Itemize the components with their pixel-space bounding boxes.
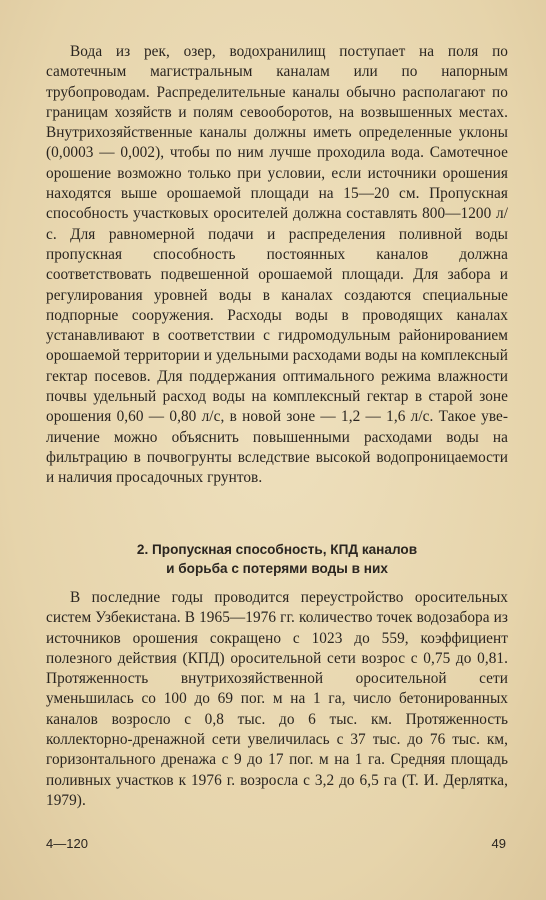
body-paragraph-1: Вода из рек, озер, водохранилищ поступает на поля по самотечным магистральным каналам или по напорным трубопроводам. Распределительные каналы обычно располагают по границам хозяйств и полям севооборотов, на возвышенных местах. Внутрихозяйственные каналы должны иметь определенные уклоны (0,0003 — 0,002), чтобы по ним лучше проходила вода. Самотечное орошение возможно только при условии, если источники орошения находятся выше орошаемой площади на 15—20 см. Пропускная способность участковых оросителей должна составлять 800—1200 л/с. Для равномерной подачи и распределения поливной воды пропускная способность постоянных каналов должна соответствовать подвешенной орошаемой площади. Для забора и регулирования уровней воды в каналах создаются специальные подпорные сооружения. Расходы воды в проводящих каналах устанавливают в соответствии с гидромодульным районированием орошаемой территории и удельными расходами воды на комплексный гектар посевов. Для поддержания оптимального режима влажности почвы удельный расход воды на комплексный гектар в старой зоне орошения 0,60 — 0,80 л/с, в новой зоне — 1,2 — 1,6 л/с. Такое увеличение можно объяснить повышенными расходами воды на фильтрацию в почвогрунты вследствие высокой водопроницаемости и наличия просадочных грунтов. <box>46 43 508 487</box>
printer-signature: 4—120 <box>46 836 88 851</box>
section-heading-line-2: и борьба с потерями воды в них <box>166 561 388 576</box>
section-heading <box>46 540 508 578</box>
section-heading-line-1: 2. Пропускная способность, КПД каналов <box>136 542 418 557</box>
page-body <box>46 42 508 809</box>
page-number: 49 <box>491 836 506 851</box>
body-paragraph-2: В последние годы проводится переустройство оросительных систем Узбекистана. В 1965—1976 гг. количество точек водозабора из источников орошения сокращено с 1023 до 559, коэффициент полезного действия (КПД) оросительной сети возрос с 0,75 до 0,81. Протяженность внутрихозяйственной оросительной сети уменьшилась со 100 до 69 пог. м на 1 га, число бетонированных каналов возросло с 0,8 тыс. до 6 тыс. км. Протяженность коллекторно-дренажной сети увеличилась с 37 тыс. до 76 тыс. км, горизонтального дренажа с 9 до 17 пог. м на 1 га. Средняя площадь поливных участков к 1976 г. возросла с 3,2 до 6,5 га (Т. И. Дерлятка, 1979). <box>46 589 508 809</box>
